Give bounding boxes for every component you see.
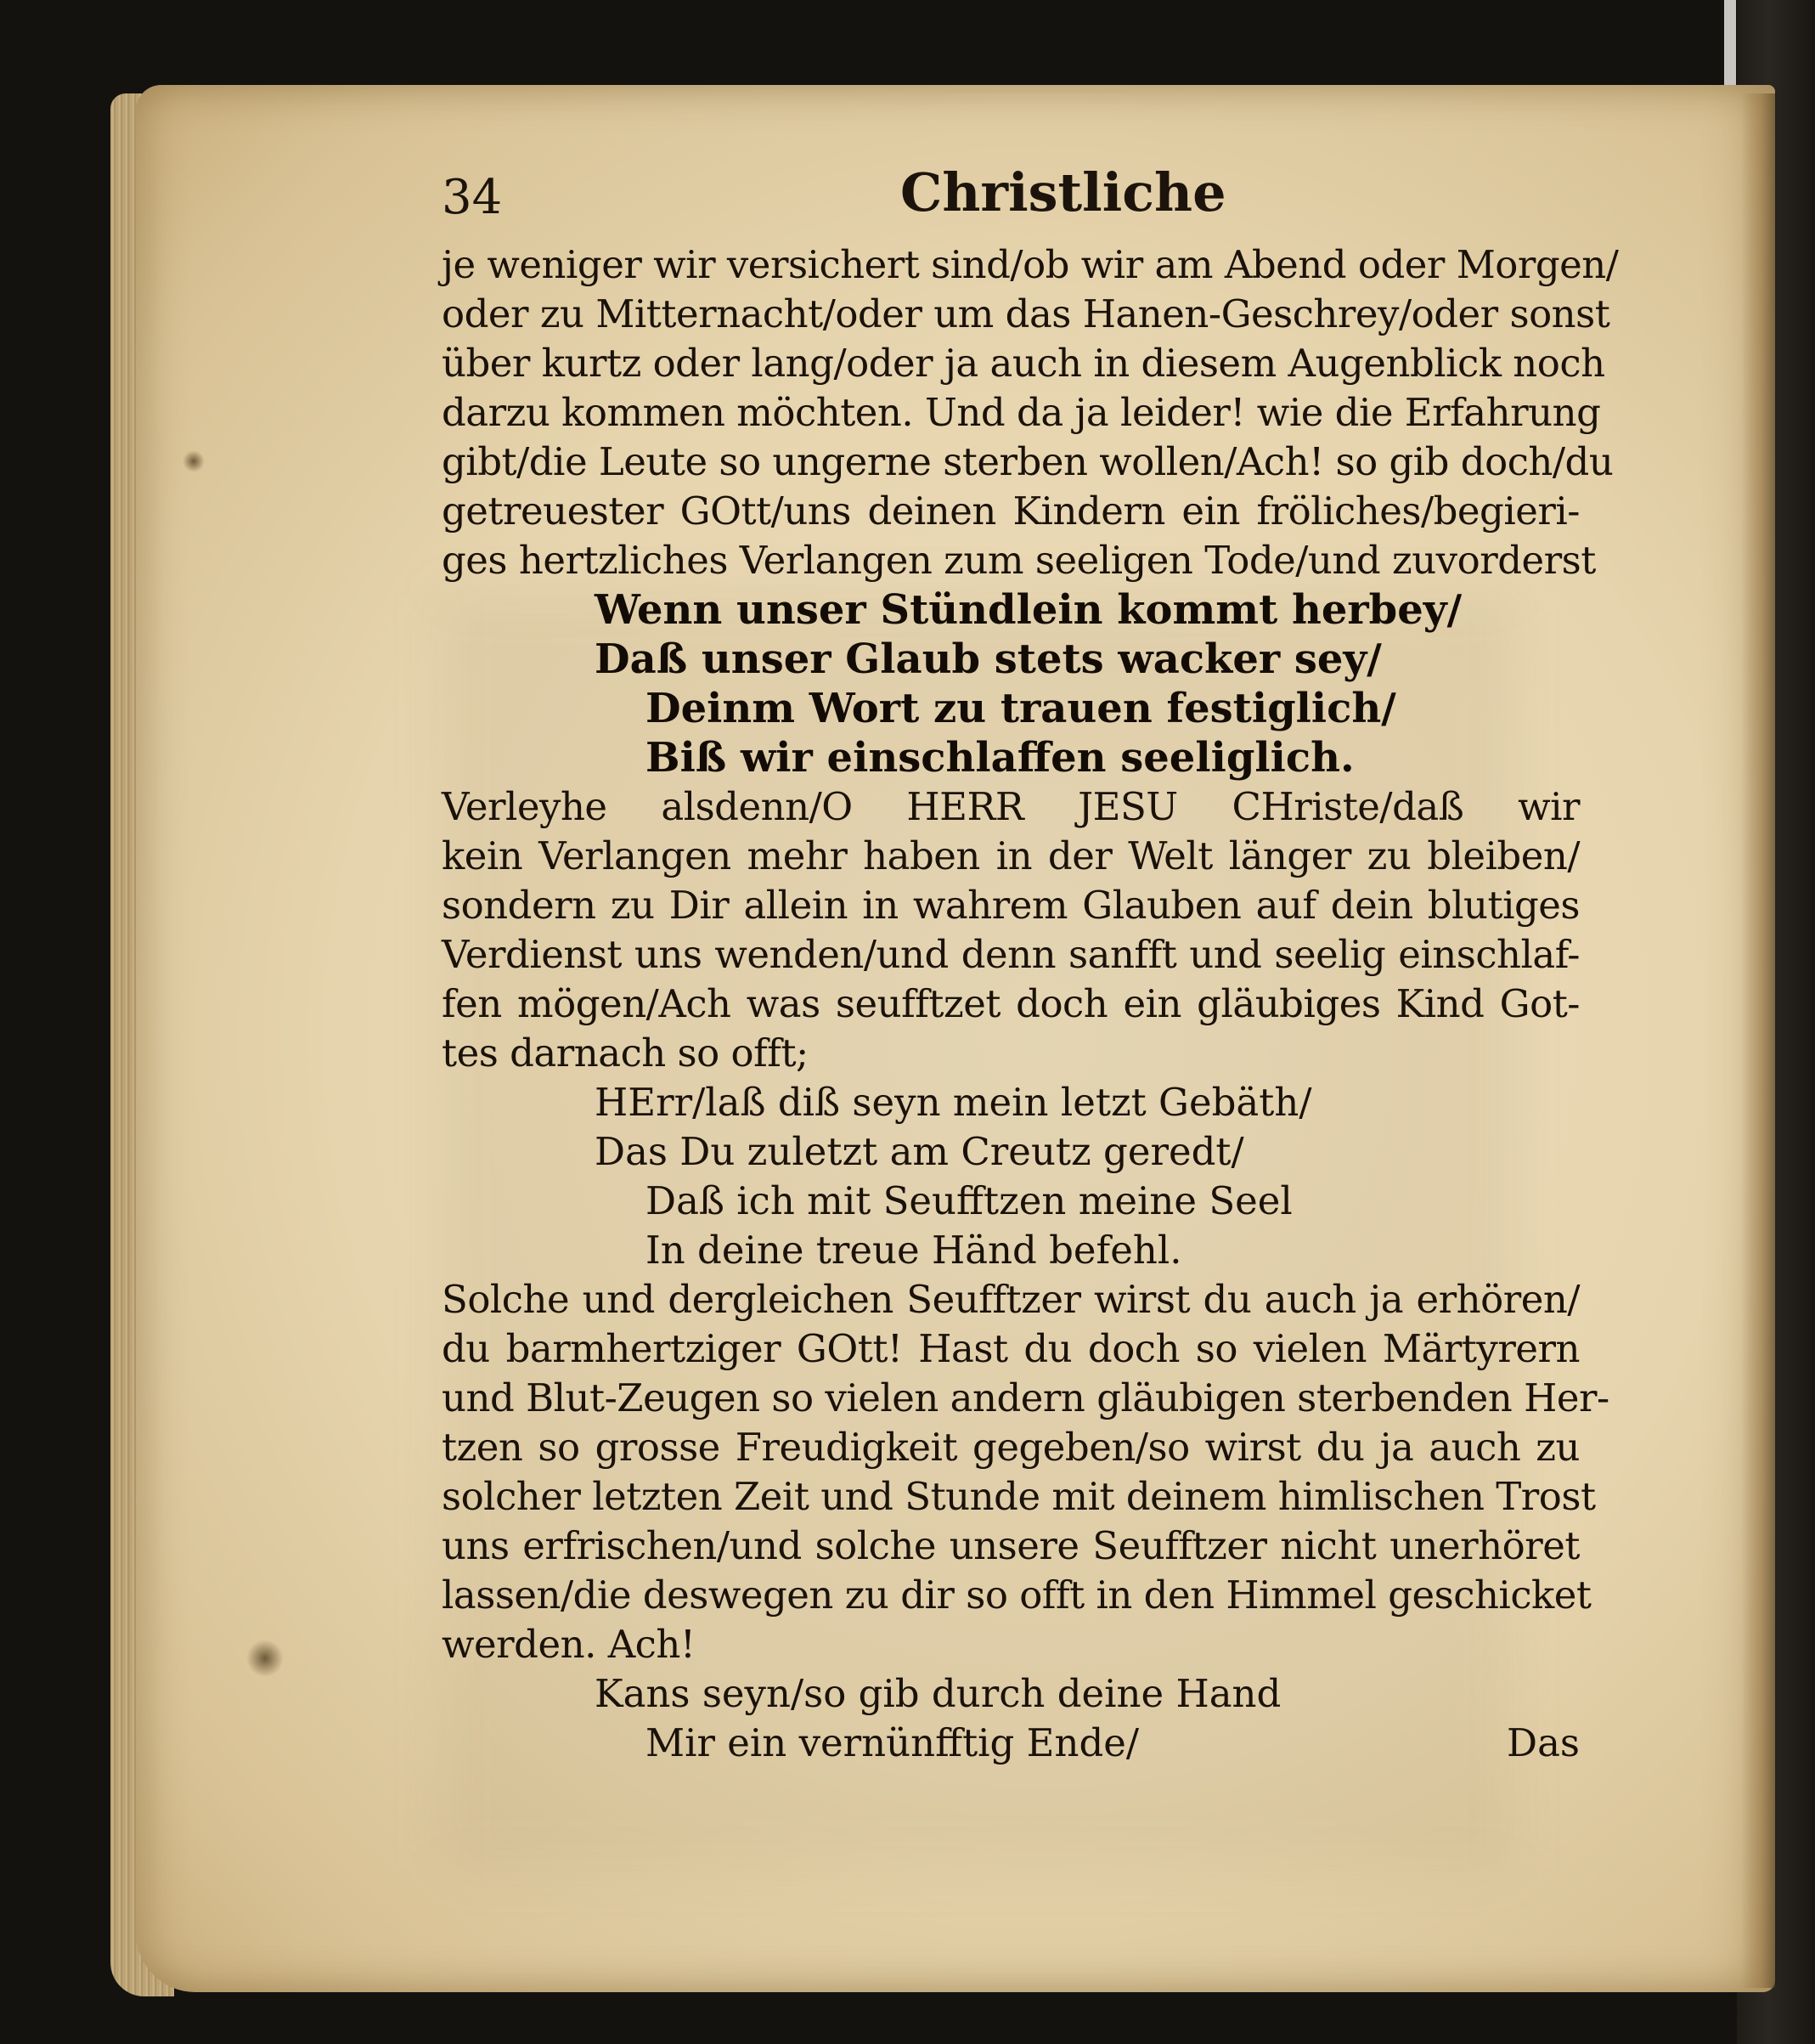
verse-line-with-catchword [442,1719,1580,1768]
text-line: fen mögen/Ach was seufftzet doch ein gläubiges Kind Got- [442,981,1580,1026]
page-number: 34 [442,170,503,225]
verse-line: Wenn unser Stündlein kommt herbey/ [595,586,1463,634]
page-text [442,240,1619,1768]
text-line: Verleyhe alsdenn/O HERR JESU CHriste/daß wir [442,784,1580,829]
text-line: lassen/die deswegen zu dir so offt in den Himmel geschicket [442,1573,1592,1618]
page-header [442,161,1580,238]
text-line: je weniger wir versichert sind/ob wir am Abend oder Morgen/ [442,242,1619,287]
text-line: werden. Ach! [442,1622,696,1667]
page-gutter [1741,93,1775,1988]
text-line: darzu kommen möchten. Und da ja leider! wie die Erfahrung [442,390,1601,435]
verse-line: Daß unser Glaub stets wacker sey/ [595,635,1382,683]
text-line: du barmhertziger GOtt! Hast du doch so vielen Märtyrern [442,1326,1580,1371]
text-line: tes darnach so offt; [442,1030,809,1076]
text-line: uns erfrischen/und solche unsere Seufftzer nicht unerhöret [442,1523,1580,1568]
verse-line: Kans seyn/so gib durch deine Hand [595,1671,1282,1716]
text-line: solcher letzten Zeit und Stunde mit deinem himlischen Trost [442,1474,1596,1519]
catchword: Das [1506,1720,1580,1765]
text-line: sondern zu Dir allein in wahrem Glauben auf dein blutiges [442,883,1580,928]
paper-stain [246,1640,284,1677]
text-line: Verdienst uns wenden/und denn sanfft und seelig einschlaf- [442,932,1580,977]
text-line: tzen so grosse Freudigkeit gegeben/so wirst du ja auch zu [442,1425,1580,1470]
verse-line: Das Du zuletzt am Creutz geredt/ [595,1129,1244,1174]
paper-stain [183,450,205,472]
text-line: Solche und dergleichen Seufftzer wirst du auch ja erhören/ [442,1277,1580,1322]
verse-line: In deine treue Händ befehl. [645,1228,1182,1273]
running-head: Christliche [900,161,1226,223]
verse-line: Daß ich mit Seufftzen meine Seel [645,1178,1293,1223]
text-line: oder zu Mitternacht/oder um das Hanen-Geschrey/oder sonst [442,291,1610,336]
text-line: ges hertzliches Verlangen zum seeligen Tode/und zuvorderst [442,538,1596,583]
text-line: über kurtz oder lang/oder ja auch in diesem Augenblick noch [442,341,1605,386]
verse-line: HErr/laß diß seyn mein letzt Gebäth/ [595,1080,1312,1125]
text-line: getreuester GOtt/uns deinen Kindern ein fröliches/begieri- [442,488,1580,534]
verse-line: Mir ein vernünfftig Ende/ [645,1720,1140,1765]
text-line: gibt/die Leute so ungerne sterben wollen/Ach! so gib doch/du [442,439,1614,484]
text-line: und Blut-Zeugen so vielen andern gläubigen sterbenden Her- [442,1375,1609,1420]
verse-line: Biß wir einschlaffen seeliglich. [645,734,1355,782]
verse-line: Deinm Wort zu trauen festiglich/ [645,685,1396,732]
text-line: kein Verlangen mehr haben in der Welt länger zu bleiben/ [442,833,1580,878]
